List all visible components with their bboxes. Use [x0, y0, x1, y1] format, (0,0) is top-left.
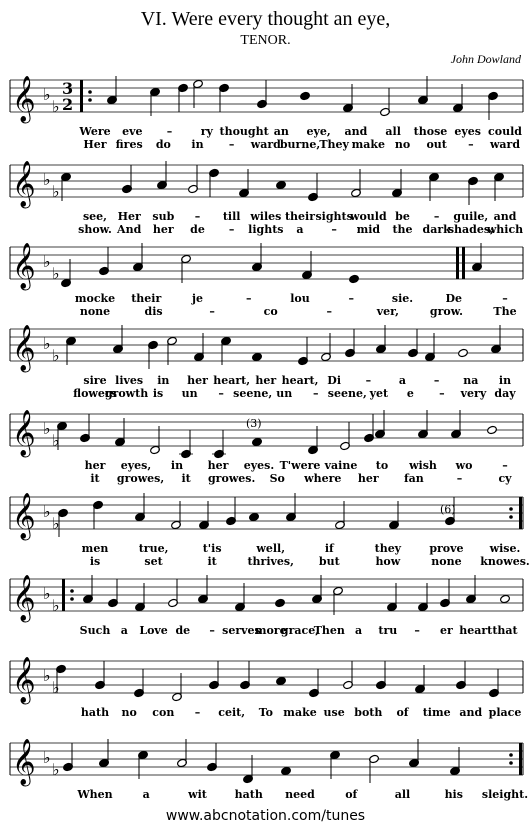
lyric-syllable: –: [246, 292, 252, 305]
lyric-syllable: sire: [83, 374, 107, 387]
lyric-syllable: Such: [79, 624, 111, 637]
repeat-dot: [88, 90, 92, 94]
lyric-syllable: yet: [369, 387, 389, 400]
staff-system: [0, 559, 531, 619]
staff-system: [0, 641, 531, 701]
repeat-bar: [519, 497, 522, 529]
lyric-syllable: her: [84, 459, 106, 472]
treble-clef-icon: 𝄞: [12, 493, 36, 539]
voice-subtitle: TENOR.: [240, 33, 291, 48]
lyric-syllable: co: [263, 305, 278, 318]
staff-svg: [0, 559, 531, 629]
lyric-syllable: eyes: [454, 125, 482, 138]
note-head: [281, 766, 292, 775]
treble-clef-icon: 𝄞: [12, 739, 36, 785]
lyric-syllable: is: [152, 387, 164, 400]
staff-svg: [0, 145, 531, 215]
lyric-syllable: de: [190, 223, 205, 236]
lyric-syllable: Love: [139, 624, 168, 637]
note-head: [458, 348, 469, 357]
lyric-syllable: see,: [82, 210, 108, 223]
lyric-syllable: flowers: [73, 387, 117, 400]
lyric-syllable: a: [398, 374, 407, 387]
page-title: VI. Were every thought an eye,: [140, 8, 391, 30]
flat-icon: ♭: [43, 748, 51, 767]
lyric-syllable: ward: [250, 138, 281, 151]
lyric-syllable: growth: [104, 387, 149, 400]
staff-system: [0, 723, 531, 783]
flat-icon: ♭: [43, 419, 51, 438]
treble-clef-icon: 𝄞: [12, 657, 36, 703]
lyric-syllable: con: [152, 706, 175, 719]
lyric-syllable: to: [375, 459, 389, 472]
lyric-syllable: those: [413, 125, 448, 138]
lyric-syllable: heart,: [281, 374, 319, 387]
lyric-syllable: –: [326, 305, 333, 318]
flat-icon: ♭: [52, 182, 60, 201]
lyric-syllable: if: [324, 542, 334, 555]
lyric-syllable: an: [273, 125, 289, 138]
lyric-syllable: Then: [313, 624, 345, 637]
lyric-syllable: show.: [78, 223, 112, 236]
lyric-syllable: dis: [144, 305, 163, 318]
lyric-syllable: in: [498, 374, 512, 387]
lyric-syllable: The: [493, 305, 517, 318]
lyric-syllable: –: [228, 138, 235, 151]
lyric-syllable: de: [175, 624, 191, 637]
staff-system: [0, 394, 531, 454]
lyric-syllable: –: [194, 210, 201, 223]
lyric-syllable: set: [144, 555, 163, 568]
lyric-syllable: shades,: [447, 223, 494, 236]
lyric-syllable: wo: [455, 459, 473, 472]
lyric-syllable: a: [354, 624, 363, 637]
lyric-syllable: mid: [356, 223, 381, 236]
staff-system: [0, 60, 531, 120]
lyric-syllable: her: [187, 374, 208, 387]
lyric-syllable: –: [331, 223, 337, 236]
repeat-dot: [509, 753, 513, 757]
lyric-syllable: their: [284, 210, 316, 223]
lyric-syllable: time: [422, 706, 451, 719]
lyric-syllable: make: [351, 138, 386, 151]
flat-icon: ♭: [43, 85, 51, 104]
repeat-bar: [519, 743, 522, 775]
composer-name: John Dowland: [450, 52, 521, 66]
lyric-syllable: e: [406, 387, 414, 400]
lyric-syllable: how: [375, 555, 401, 568]
note-head: [252, 437, 263, 446]
note-head: [487, 425, 498, 434]
lyric-syllable: eye,: [306, 125, 331, 138]
staff-svg: [0, 60, 531, 130]
lyric-syllable: growes.: [207, 472, 256, 485]
lyric-syllable: would: [349, 210, 387, 223]
lyric-syllable: day: [494, 387, 516, 400]
lyric-syllable: sub: [152, 210, 175, 223]
staff-svg: [0, 309, 531, 379]
repeat-dot: [70, 597, 74, 601]
time-signature-top: 3: [62, 79, 74, 98]
lyric-syllable: and: [493, 210, 517, 223]
lyric-syllable: a: [142, 788, 150, 801]
note-head: [276, 180, 287, 189]
lyric-syllable: it: [90, 472, 100, 485]
lyric-syllable: tru: [378, 624, 398, 637]
lyric-syllable: –: [433, 374, 440, 387]
treble-clef-icon: 𝄞: [12, 76, 36, 122]
lyric-syllable: –: [502, 292, 508, 305]
lyric-syllable: Di: [327, 374, 342, 387]
staff-svg: [0, 723, 531, 793]
lyric-syllable: –: [348, 292, 354, 305]
lyric-syllable: her: [152, 223, 174, 236]
staff-svg: [0, 227, 531, 297]
lyric-syllable: eyes.: [243, 459, 275, 472]
lyric-syllable: T'were: [279, 459, 321, 472]
tuplet-label: (6): [440, 503, 456, 516]
lyric-syllable: –: [468, 138, 474, 151]
flat-icon: ♭: [52, 431, 60, 450]
lyric-syllable: hath: [80, 706, 110, 719]
treble-clef-icon: 𝄞: [12, 161, 36, 207]
staff-svg: [0, 641, 531, 711]
lyric-syllable: un: [181, 387, 198, 400]
lyric-syllable: no: [394, 138, 411, 151]
lyric-syllable: till: [222, 210, 241, 223]
lyric-syllable: mocke: [74, 292, 116, 305]
flat-icon: ♭: [43, 334, 51, 353]
lyric-syllable: They: [319, 138, 349, 151]
repeat-bar: [80, 80, 83, 112]
lyric-syllable: wish: [409, 459, 437, 472]
staff-system: [0, 309, 531, 369]
lyric-syllable: and: [344, 125, 368, 138]
flat-icon: ♭: [52, 596, 60, 615]
lyric-syllable: her: [207, 459, 229, 472]
lyric-syllable: heart,: [213, 374, 251, 387]
flat-icon: ♭: [52, 264, 60, 283]
lyric-syllable: –: [439, 387, 445, 400]
note-head: [252, 352, 263, 361]
lyric-syllable: her: [357, 472, 379, 485]
lyric-syllable: but: [318, 555, 340, 568]
lyric-syllable: out: [426, 138, 447, 151]
lyric-syllable: Her: [117, 210, 141, 223]
lyric-syllable: in: [157, 374, 170, 387]
note-head: [276, 676, 287, 685]
time-signature-bottom: 2: [62, 95, 74, 114]
lyric-syllable: is: [89, 555, 101, 568]
flat-icon: ♭: [52, 514, 60, 533]
staff-svg: [0, 394, 531, 464]
lyric-syllable: her: [255, 374, 277, 387]
lyric-syllable: na: [463, 374, 479, 387]
lyric-syllable: well,: [256, 542, 286, 555]
lyric-syllable: ward: [489, 138, 521, 151]
lyric-syllable: ver,: [376, 305, 399, 318]
lyric-syllable: a: [296, 223, 304, 236]
lyric-syllable: that: [492, 624, 518, 637]
lyric-syllable: burne,: [279, 138, 321, 151]
lyric-syllable: seene,: [327, 387, 367, 400]
lyric-syllable: wiles: [250, 210, 282, 223]
note-head: [249, 512, 260, 521]
note-head: [300, 91, 311, 100]
lyric-syllable: je: [192, 292, 203, 305]
lyric-syllable: thrives,: [247, 555, 294, 568]
lyric-syllable: need: [285, 788, 315, 801]
lyric-syllable: serves: [222, 624, 261, 637]
flat-icon: ♭: [43, 170, 51, 189]
lyric-syllable: –: [414, 624, 420, 637]
lyric-syllable: lights: [248, 223, 284, 236]
note-head: [275, 598, 286, 607]
lyric-syllable: very: [460, 387, 487, 400]
lyric-syllable: of: [396, 706, 409, 719]
repeat-bar: [462, 247, 465, 279]
flat-icon: ♭: [52, 97, 60, 116]
lyric-syllable: –: [218, 387, 224, 400]
lyric-syllable: be: [395, 210, 410, 223]
lyric-syllable: hath: [234, 788, 263, 801]
treble-clef-icon: 𝄞: [12, 410, 36, 456]
lyric-syllable: make: [283, 706, 317, 719]
lyric-syllable: do: [155, 138, 171, 151]
repeat-dot: [70, 589, 74, 593]
lyric-syllable: wise.: [489, 542, 521, 555]
lyric-syllable: place: [488, 706, 522, 719]
flat-icon: ♭: [43, 584, 51, 603]
lyric-syllable: dark: [422, 223, 451, 236]
lyric-syllable: –: [194, 706, 201, 719]
lyric-syllable: of: [345, 788, 358, 801]
lyric-syllable: –: [433, 210, 440, 223]
lyric-syllable: men: [81, 542, 109, 555]
lyric-syllable: fires: [115, 138, 143, 151]
note-head: [349, 274, 360, 283]
lyric-syllable: t'is: [202, 542, 222, 555]
note-head: [500, 594, 511, 603]
lyric-syllable: ry: [200, 125, 213, 138]
repeat-dot: [509, 515, 513, 519]
staff-system: [0, 145, 531, 205]
treble-clef-icon: 𝄞: [12, 243, 36, 289]
repeat-bar: [62, 579, 65, 611]
lyric-syllable: use: [323, 706, 345, 719]
lyric-syllable: lou: [290, 292, 310, 305]
lyric-syllable: –: [209, 305, 215, 318]
lyric-syllable: their: [131, 292, 162, 305]
tuplet-label: (3): [246, 417, 262, 430]
lyric-syllable: So: [269, 472, 285, 485]
lyric-syllable: a: [120, 624, 128, 637]
footer-url[interactable]: www.abcnotation.com/tunes: [165, 808, 366, 824]
flat-icon: ♭: [52, 760, 60, 779]
lyric-syllable: –: [228, 223, 235, 236]
repeat-bar: [456, 247, 459, 279]
lyric-syllable: er: [440, 624, 453, 637]
lyric-syllable: in: [191, 138, 204, 151]
lyric-syllable: could: [488, 125, 522, 138]
lyric-syllable: grace,: [280, 624, 320, 637]
treble-clef-icon: 𝄞: [12, 325, 36, 371]
lyric-syllable: ceit,: [218, 706, 246, 719]
treble-clef-icon: 𝄞: [12, 575, 36, 621]
repeat-dot: [509, 761, 513, 765]
repeat-dot: [509, 507, 513, 511]
lyric-syllable: all: [394, 788, 411, 801]
lyric-syllable: –: [502, 459, 508, 472]
lyric-syllable: –: [365, 374, 372, 387]
lyric-syllable: sleight.: [481, 788, 529, 801]
lyric-syllable: fan: [403, 472, 424, 485]
lyric-syllable: it: [181, 472, 191, 485]
lyric-syllable: more: [254, 624, 287, 637]
lyric-syllable: it: [207, 555, 217, 568]
lyric-syllable: no: [121, 706, 137, 719]
lyric-syllable: To: [258, 706, 273, 719]
lyric-syllable: –: [456, 472, 463, 485]
flat-icon: ♭: [43, 252, 51, 271]
lyric-syllable: they: [374, 542, 402, 555]
lyric-syllable: heart: [459, 624, 493, 637]
flat-icon: ♭: [52, 678, 60, 697]
lyric-syllable: When: [77, 788, 113, 801]
repeat-dot: [88, 98, 92, 102]
lyric-syllable: seene,: [233, 387, 273, 400]
flat-icon: ♭: [43, 502, 51, 521]
lyric-syllable: growes,: [116, 472, 165, 485]
lyric-syllable: vaine: [324, 459, 358, 472]
lyric-syllable: –: [209, 624, 215, 637]
lyric-syllable: which: [486, 223, 524, 236]
lyric-syllable: cy: [498, 472, 512, 485]
lyric-syllable: wit: [188, 788, 207, 801]
lyric-syllable: true,: [138, 542, 169, 555]
lyric-syllable: prove: [429, 542, 464, 555]
lyric-syllable: eyes,: [120, 459, 152, 472]
lyric-syllable: the: [392, 223, 413, 236]
flat-icon: ♭: [43, 666, 51, 685]
lyric-syllable: Were: [79, 125, 111, 138]
lyric-syllable: De: [445, 292, 463, 305]
lyric-syllable: his: [444, 788, 463, 801]
lyric-syllable: thought: [219, 125, 269, 138]
staff-system: [0, 227, 531, 287]
lyric-syllable: sie.: [391, 292, 414, 305]
lyric-syllable: all: [385, 125, 401, 138]
lyric-syllable: where: [304, 472, 342, 485]
lyric-syllable: –: [166, 125, 173, 138]
lyric-syllable: eve: [122, 125, 143, 138]
lyric-syllable: and: [459, 706, 483, 719]
lyric-syllable: Her: [83, 138, 107, 151]
lyric-syllable: grow.: [429, 305, 463, 318]
lyric-syllable: knowes.: [480, 555, 530, 568]
lyric-syllable: And: [117, 223, 142, 236]
lyric-syllable: sights: [315, 210, 353, 223]
flat-icon: ♭: [52, 346, 60, 365]
lyric-syllable: none: [431, 555, 462, 568]
lyric-syllable: lives: [115, 374, 144, 387]
lyric-syllable: –: [313, 387, 319, 400]
lyric-syllable: un: [276, 387, 293, 400]
lyric-syllable: guile,: [453, 210, 489, 223]
lyric-syllable: both: [354, 706, 383, 719]
lyric-syllable: none: [79, 305, 111, 318]
lyric-syllable: in: [170, 459, 184, 472]
